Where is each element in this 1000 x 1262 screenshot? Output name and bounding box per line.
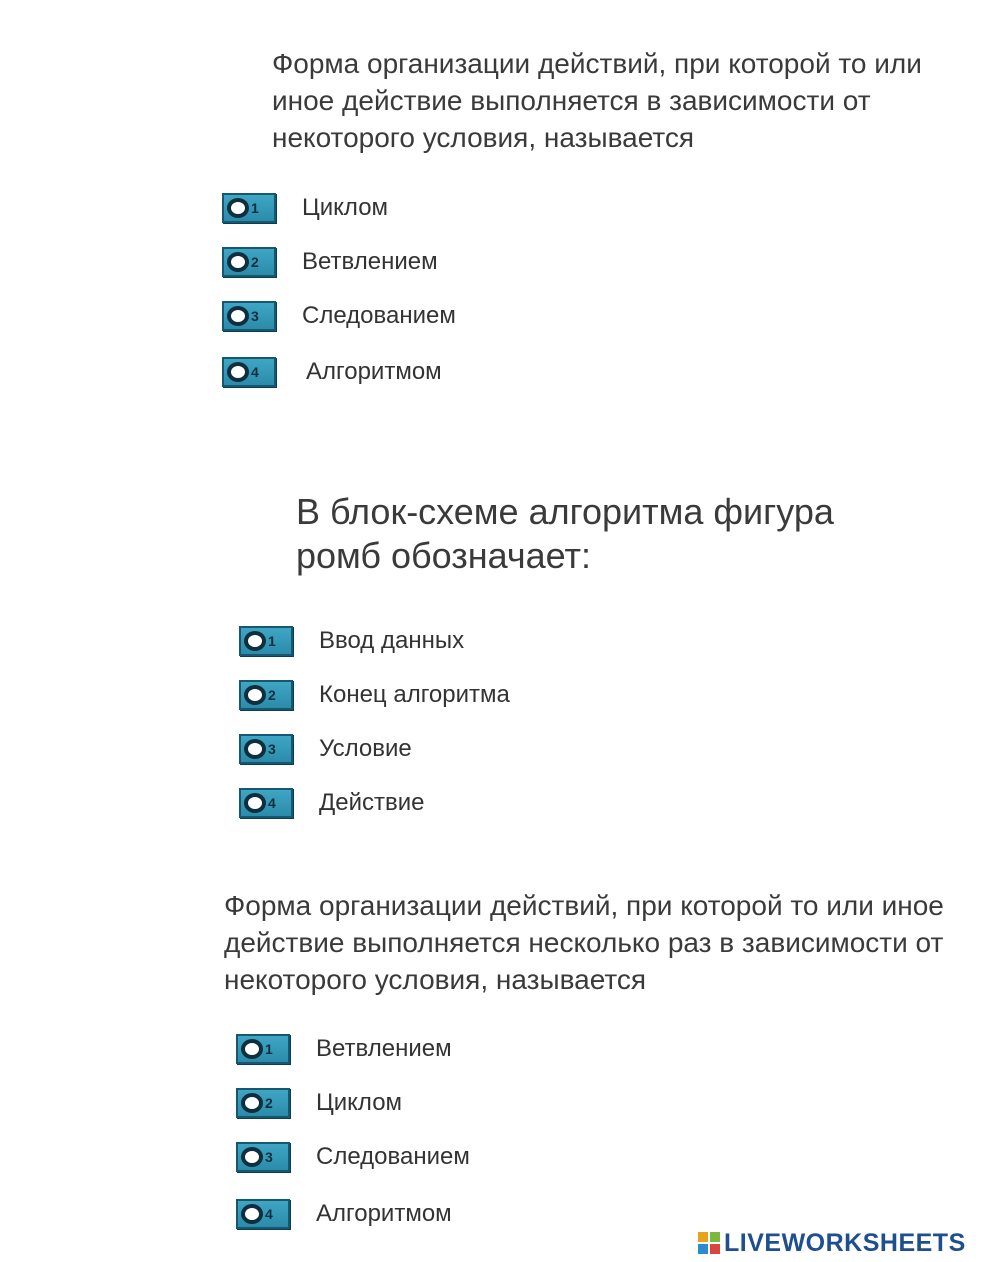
radio-button[interactable] <box>239 626 293 656</box>
radio-button[interactable] <box>222 247 276 277</box>
question-3-option-2[interactable] <box>236 1086 402 1120</box>
option-number: 3 <box>268 741 276 757</box>
option-label: Циклом <box>302 194 389 221</box>
option-label: Алгоритмом <box>316 1200 452 1227</box>
question-2-option-1[interactable] <box>239 624 464 658</box>
question-2-option-3[interactable] <box>239 732 412 766</box>
radio-circle-icon <box>241 1147 263 1167</box>
question-2-text: В блок-схеме алгоритма фигура ромб обозначает: <box>296 491 834 576</box>
option-number: 1 <box>265 1041 273 1057</box>
radio-button[interactable] <box>239 788 293 818</box>
option-label: Конец алгоритма <box>319 681 510 708</box>
option-label: Ветвлением <box>302 248 438 275</box>
radio-button[interactable] <box>239 680 293 710</box>
option-label: Следованием <box>302 302 456 329</box>
radio-circle-icon <box>241 1093 263 1113</box>
option-label: Ветвлением <box>316 1035 452 1062</box>
option-number: 1 <box>268 633 276 649</box>
radio-circle-icon <box>227 306 249 326</box>
radio-circle-icon <box>244 739 266 759</box>
radio-circle-icon <box>244 685 266 705</box>
liveworksheets-logo <box>698 1228 966 1258</box>
option-label: Следованием <box>316 1143 470 1170</box>
option-number: 4 <box>251 364 259 380</box>
question-1-option-3[interactable] <box>222 299 456 333</box>
question-2-option-4[interactable] <box>239 786 425 820</box>
radio-button[interactable] <box>222 357 276 387</box>
radio-button[interactable] <box>236 1034 290 1064</box>
option-label: Алгоритмом <box>306 358 442 385</box>
option-label: Циклом <box>316 1089 403 1116</box>
option-number: 4 <box>265 1206 273 1222</box>
option-number: 2 <box>251 254 259 270</box>
radio-button[interactable] <box>239 734 293 764</box>
option-label: Ввод данных <box>319 627 465 654</box>
question-1-option-1[interactable] <box>222 191 388 225</box>
radio-button[interactable] <box>236 1199 290 1229</box>
option-number: 1 <box>251 200 259 216</box>
radio-circle-icon <box>227 198 249 218</box>
radio-button[interactable] <box>236 1142 290 1172</box>
radio-circle-icon <box>244 793 266 813</box>
option-number: 3 <box>265 1149 273 1165</box>
radio-circle-icon <box>227 252 249 272</box>
question-3-option-3[interactable] <box>236 1140 470 1174</box>
question-3-option-1[interactable] <box>236 1032 452 1066</box>
option-label: Условие <box>319 735 412 762</box>
radio-circle-icon <box>241 1039 263 1059</box>
option-number: 2 <box>268 687 276 703</box>
question-3-text: Форма организации действий, при которой то или иное действие выполняется несколько раз в зависимости от некоторого условия, называется <box>224 890 944 995</box>
option-label: Действие <box>319 789 425 816</box>
radio-circle-icon <box>241 1204 263 1224</box>
radio-circle-icon <box>227 362 249 382</box>
question-1-option-4[interactable] <box>222 355 442 389</box>
option-number: 3 <box>251 308 259 324</box>
option-number: 2 <box>265 1095 273 1111</box>
radio-circle-icon <box>244 631 266 651</box>
question-1-text: Форма организации действий, при которой то или иное действие выполняется в зависимости от некоторого условия, называется <box>272 48 922 153</box>
radio-button[interactable] <box>222 301 276 331</box>
radio-button[interactable] <box>236 1088 290 1118</box>
question-3-option-4[interactable] <box>236 1197 452 1231</box>
question-2-option-2[interactable] <box>239 678 510 712</box>
radio-button[interactable] <box>222 193 276 223</box>
liveworksheets-logo-icon <box>698 1232 720 1254</box>
question-1-option-2[interactable] <box>222 245 438 279</box>
option-number: 4 <box>268 795 276 811</box>
logo-text: LIVEWORKSHEETS <box>724 1228 966 1257</box>
